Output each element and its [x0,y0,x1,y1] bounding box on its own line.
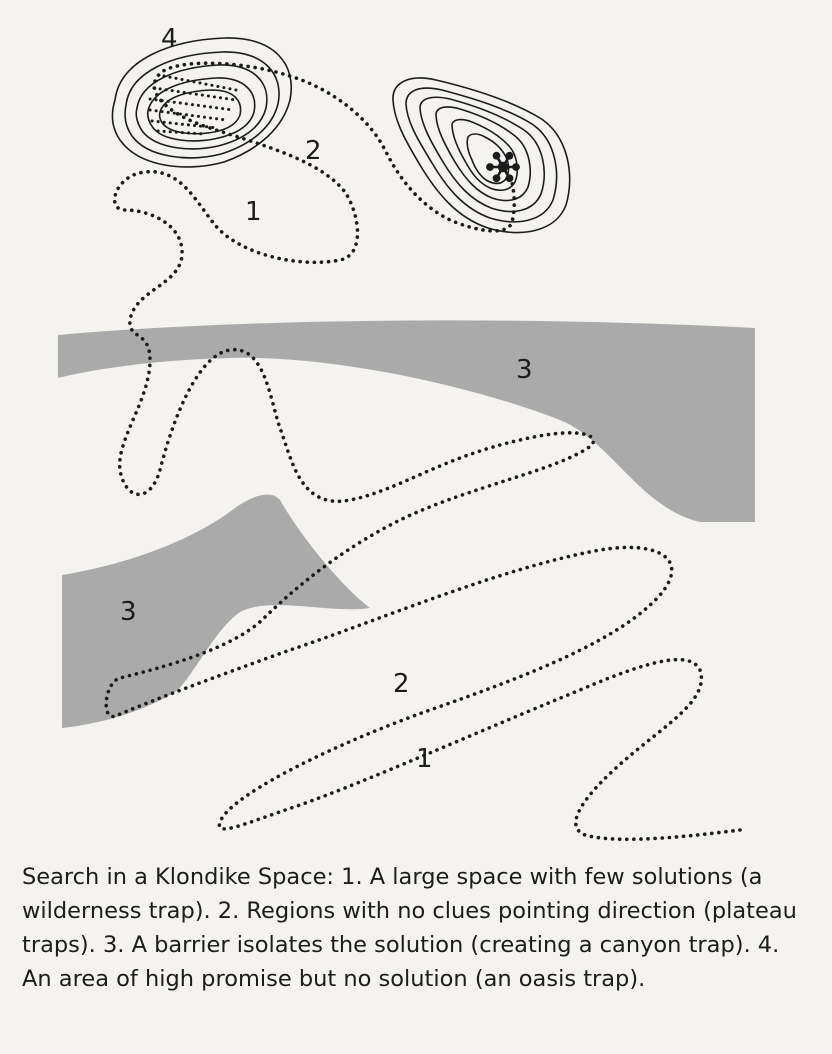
figure-caption: Search in a Klondike Space: 1. A large space with few solutions (a wilderness trap). 2. Regions with no clues pointing direction (plateau traps). 3. A barrier isolates the solution (creating a canyon trap). 4. An area of high promise but no solution (an oasis trap). [22,864,797,992]
label-wilderness-trap-upper: 1 [245,197,262,227]
label-oasis-trap: 4 [161,24,178,54]
label-plateau-trap-upper: 2 [305,136,322,166]
oasis-contours [112,38,291,167]
label-canyon-trap-left: 3 [120,597,137,627]
label-plateau-trap-lower: 2 [393,669,410,699]
snowflake-icon [487,153,518,181]
barrier-upper-right [58,320,755,522]
solution-contours [393,78,570,233]
label-wilderness-trap-lower: 1 [416,744,433,774]
label-canyon-trap-right: 3 [516,355,533,385]
